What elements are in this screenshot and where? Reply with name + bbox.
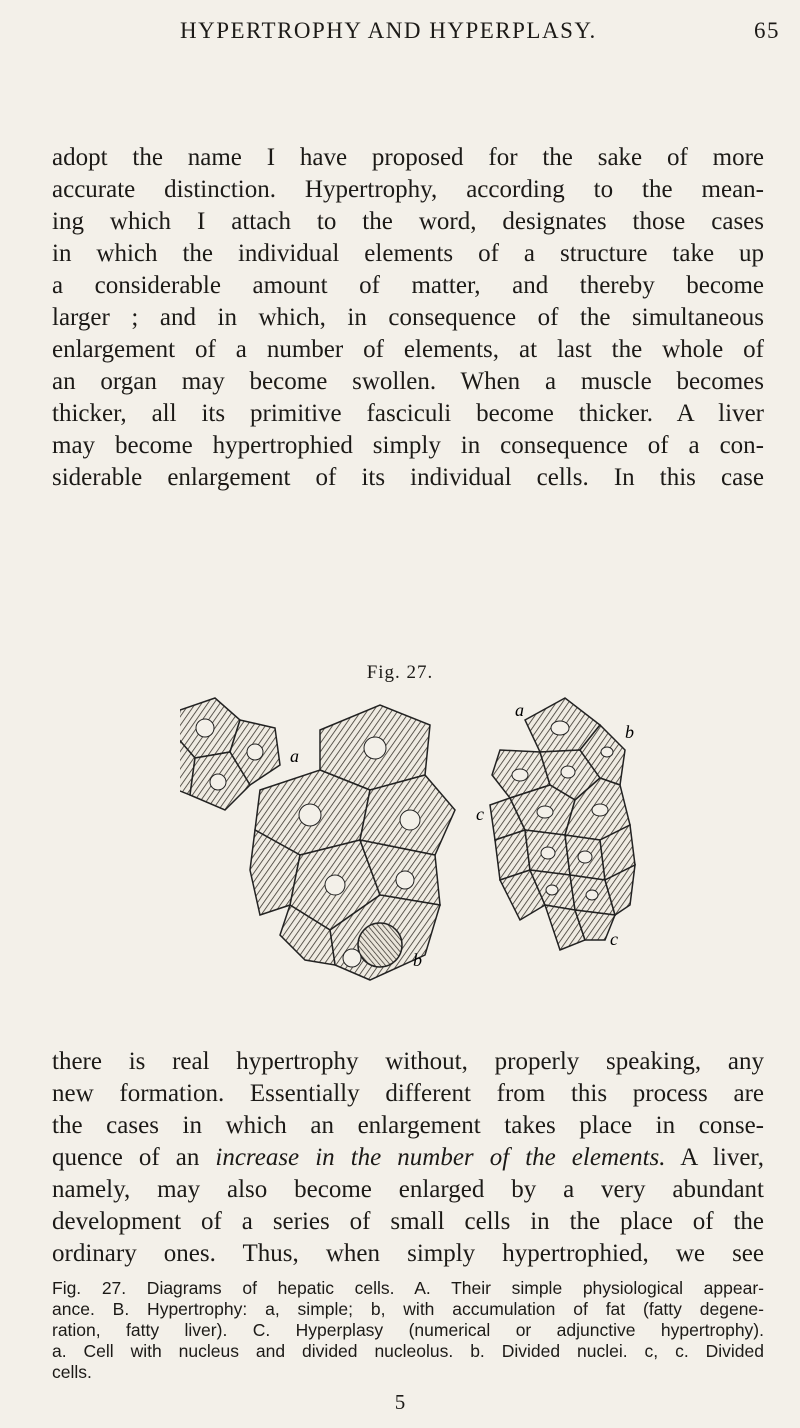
text-line: ing which I attach to the word, designates those cases	[52, 208, 764, 235]
page-number: 65	[754, 18, 780, 43]
mark-c-c1: c	[476, 804, 484, 824]
signature-mark: 5	[394, 1390, 406, 1414]
mark-c-b: b	[625, 722, 634, 742]
text-line: ordinary ones. Thus, when simply hypertrophied, we see	[52, 1240, 764, 1267]
mark-b-b: b	[413, 950, 422, 970]
italic-phrase: increase in the number of the elements.	[215, 1144, 666, 1171]
text-line-with-italic: quence of an increase in the number of the elements. A liver,	[52, 1144, 764, 1171]
text-line: may become hypertrophied simply in consequence of a con-	[52, 432, 764, 459]
mark-b-a: a	[290, 746, 299, 766]
text-line: enlargement of a number of elements, at last the whole of	[52, 336, 764, 363]
panel-c-label	[552, 690, 567, 693]
text-line: adopt the name I have proposed for the sake of more	[52, 144, 764, 171]
mark-c-a: a	[515, 700, 524, 720]
text-line: in which the individual elements of a structure take up	[52, 240, 764, 267]
panel-b-label	[360, 690, 373, 693]
figure-label: Fig. 27.	[366, 662, 434, 683]
panel-b-cells	[250, 705, 455, 980]
text-line: namely, may also become enlarged by a very abundant	[52, 1176, 764, 1203]
text-line: larger ; and in which, in consequence of the simultaneous	[52, 304, 764, 331]
caption-line: ration, fatty liver). C. Hyperplasy (numerical or adjunctive hypertrophy).	[52, 1320, 764, 1340]
text-line: accurate distinction. Hypertrophy, according to the mean-	[52, 176, 764, 203]
text-line: thicker, all its primitive fasciculi become thicker. A liver	[52, 400, 764, 427]
panel-a-label	[190, 690, 206, 693]
caption-line: cells.	[52, 1362, 92, 1382]
paragraph-bottom	[52, 1046, 764, 1270]
caption-line: a. Cell with nucleus and divided nucleolus. b. Divided nuclei. c, c. Divided	[52, 1341, 764, 1361]
figure-caption	[52, 1278, 764, 1383]
text-line: development of a series of small cells in the place of the	[52, 1208, 764, 1235]
caption-line: Fig. 27. Diagrams of hepatic cells. A. Their simple physiological appear-	[52, 1278, 764, 1298]
running-title: HYPERTROPHY AND HYPERPLASY.	[180, 18, 597, 43]
text-line: siderable enlargement of its individual cells. In this case	[52, 464, 764, 491]
figure-hepatic-cells	[180, 690, 680, 1030]
text-line: an organ may become swollen. When a muscle becomes	[52, 368, 764, 395]
panel-c-cells	[490, 698, 635, 950]
figure-drawing	[180, 690, 680, 1030]
text-line: there is real hypertrophy without, properly speaking, any	[52, 1048, 764, 1075]
paragraph-top	[52, 142, 764, 494]
text-line: the cases in which an enlargement takes place in conse-	[52, 1112, 764, 1139]
text-line: new formation. Essentially different from this process are	[52, 1080, 764, 1107]
mark-c-c2: c	[610, 929, 618, 949]
caption-line: ance. B. Hypertrophy: a, simple; b, with accumulation of fat (fatty degene-	[52, 1299, 764, 1319]
text-line: a considerable amount of matter, and thereby become	[52, 272, 764, 299]
